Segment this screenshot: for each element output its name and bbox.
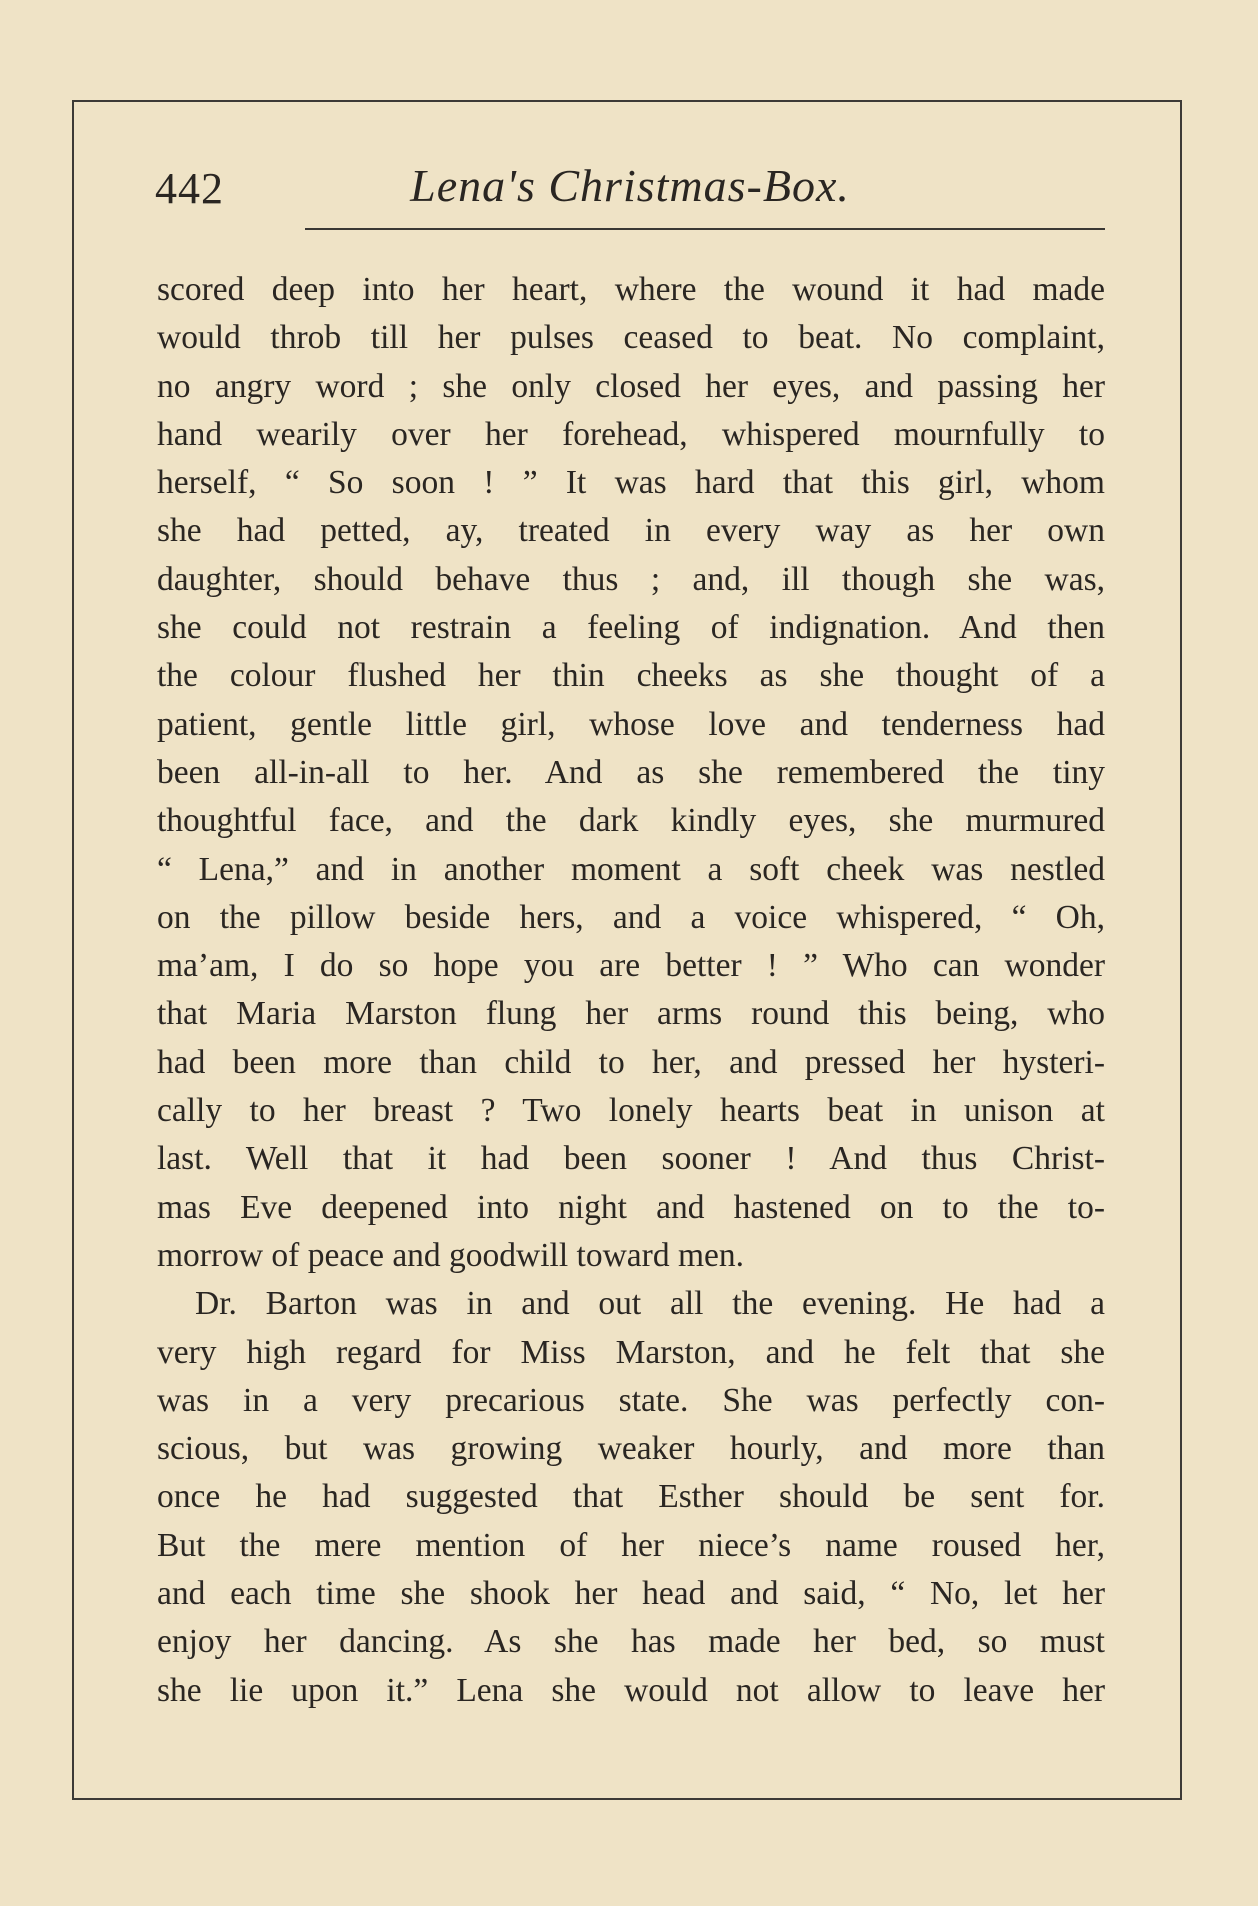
text-line: had been more than child to her, and pressed her hysteri- bbox=[157, 1043, 1105, 1081]
page-number: 442 bbox=[155, 164, 224, 213]
text-line: hand wearily over her forehead, whispered mournfully to bbox=[157, 415, 1105, 453]
text-line: last. Well that it had been sooner ! And thus Christ- bbox=[157, 1140, 1105, 1178]
text-line: daughter, should behave thus ; and, ill though she was, bbox=[157, 560, 1105, 598]
text-line: was in a very precarious state. She was perfectly con- bbox=[157, 1381, 1105, 1419]
text-line: and each time she shook her head and said, “ No, let her bbox=[157, 1575, 1105, 1613]
text-line: patient, gentle little girl, whose love and tenderness had bbox=[157, 705, 1105, 743]
text-line: mas Eve deepened into night and hastened on to the to- bbox=[157, 1188, 1105, 1226]
text-line: very high regard for Miss Marston, and he felt that she bbox=[157, 1333, 1105, 1371]
text-line: would throb till her pulses ceased to beat. No complaint, bbox=[157, 319, 1105, 357]
text-line: the colour flushed her thin cheeks as she thought of a bbox=[157, 657, 1105, 695]
text-line: been all-in-all to her. And as she remembered the tiny bbox=[157, 753, 1105, 791]
text-line: she could not restrain a feeling of indignation. And then bbox=[157, 609, 1105, 647]
text-line: she had petted, ay, treated in every way as her own bbox=[157, 512, 1105, 550]
text-line: scored deep into her heart, where the wound it had made bbox=[157, 271, 1105, 308]
text-line: cally to her breast ? Two lonely hearts beat in unison at bbox=[157, 1092, 1105, 1130]
text-line: herself, “ So soon ! ” It was hard that this girl, whom bbox=[157, 464, 1105, 502]
text-line: no angry word ; she only closed her eyes, and passing her bbox=[157, 367, 1105, 405]
text-line: But the mere mention of her niece’s name roused her, bbox=[157, 1526, 1105, 1564]
text-line: on the pillow beside hers, and a voice whispered, “ Oh, bbox=[157, 898, 1105, 936]
text-line: thoughtful face, and the dark kindly eyes, she murmured bbox=[157, 802, 1105, 840]
running-title: Lena's Christmas-Box. bbox=[410, 160, 850, 211]
text-line: scious, but was growing weaker hourly, and more than bbox=[157, 1430, 1105, 1468]
text-line: she lie upon it.” Lena she would not allow to leave her bbox=[157, 1671, 1105, 1709]
body-text bbox=[157, 266, 1105, 1715]
text-line: that Maria Marston flung her arms round this being, who bbox=[157, 995, 1105, 1033]
header-rule bbox=[305, 228, 1105, 230]
paragraph-end-line: morrow of peace and goodwill toward men. bbox=[157, 1236, 745, 1274]
running-head bbox=[155, 155, 1105, 227]
paragraph-first-line: Dr. Barton was in and out all the evening. He had a bbox=[195, 1285, 1105, 1323]
text-line: “ Lena,” and in another moment a soft cheek was nestled bbox=[157, 850, 1105, 888]
text-line: once he had suggested that Esther should be sent for. bbox=[157, 1478, 1105, 1516]
text-line: enjoy her dancing. As she has made her bed, so must bbox=[157, 1623, 1105, 1661]
text-line: ma’am, I do so hope you are better ! ” Who can wonder bbox=[157, 947, 1105, 985]
